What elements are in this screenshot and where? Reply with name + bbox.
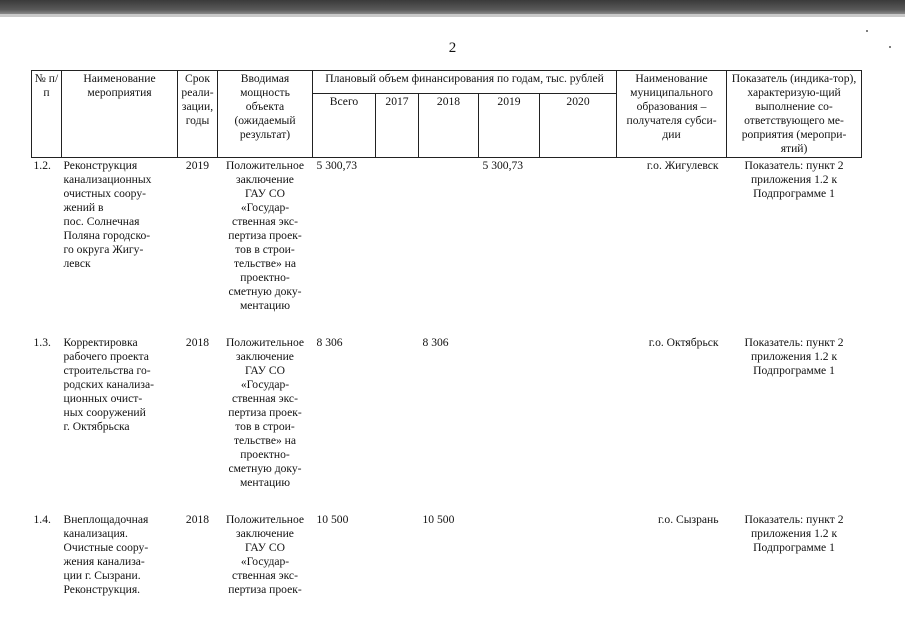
expected-result: Положительное заключение ГАУ СО «Государ- ственная экс- пертиза проек- тов в строи- тельстве» на проектно- сметную доку- ментацию [225,159,305,312]
header-row [32,71,862,94]
activity-name: Внеплощадочная канализация. Очистные соору- жения канализа- ции г. Сызрани. Реконструкция. [63,513,149,596]
scan-edge [0,0,905,14]
table-row [32,158,862,336]
recipient: г.о. Октябрьск [648,336,719,349]
table-row [32,512,862,604]
funding-2017 [376,512,419,604]
term-year: 2018 [185,336,210,349]
header-name: Наименование мероприятия [62,71,178,158]
header-term: Срок реали-зации, годы [178,71,218,158]
program-table [31,70,862,604]
header-funding: Плановый объем финансирования по годам, тыс. рублей [313,71,617,94]
funding-2020 [540,512,617,604]
recipient: г.о. Жигулевск [646,159,719,172]
row-number: 1.2. [33,159,51,172]
header-total: Всего [313,94,376,158]
page-number: 2 [448,40,457,56]
term-year: 2018 [185,513,210,526]
activity-name: Корректировка рабочего проекта строительства го- родских канализа- ционных очист- ных сооружений г. Октябрьска [63,336,154,433]
indicator: Показатель: пункт 2 приложения 1.2 к Подпрограмме 1 [744,159,844,200]
funding-2020 [540,158,617,336]
funding-2017 [376,335,419,512]
table-row [32,335,862,512]
header-recipient: Наименование муниципального образования – получателя субси-дии [617,71,727,158]
funding-2020 [540,335,617,512]
expected-result: Положительное заключение ГАУ СО «Государ- ственная экс- пертиза проек- [225,513,305,596]
funding-2018: 10 500 [422,513,455,526]
scan-speck [866,30,868,32]
indicator: Показатель: пункт 2 приложения 1.2 к Подпрограмме 1 [744,513,844,554]
recipient: г.о. Сызрань [658,513,719,526]
funding-total: 5 300,73 [316,159,358,172]
funding-total: 10 500 [316,513,349,526]
header-indicator: Показатель (индика-тор), характеризую-щий выполнение со-ответствующего ме-роприятия (меропри-ятий) [727,71,862,158]
funding-2018: 8 306 [422,336,449,349]
term-year: 2019 [185,159,210,172]
funding-2018 [419,158,479,336]
header-year-2017: 2017 [376,94,419,158]
funding-2019: 5 300,73 [482,159,524,172]
expected-result: Положительное заключение ГАУ СО «Государ- ственная экс- пертиза проек- тов в строи- тельстве» на проектно- сметную доку- ментацию [225,336,305,489]
indicator: Показатель: пункт 2 приложения 1.2 к Подпрограмме 1 [744,336,844,377]
funding-2019 [479,335,540,512]
funding-total: 8 306 [316,336,343,349]
funding-2019 [479,512,540,604]
header-year-2020: 2020 [540,94,617,158]
row-number: 1.3. [33,336,51,349]
header-year-2019: 2019 [479,94,540,158]
header-power: Вводимая мощность объекта (ожидаемый результат) [218,71,313,158]
header-num: № п/п [32,71,62,158]
row-number: 1.4. [33,513,51,526]
header-year-2018: 2018 [419,94,479,158]
funding-2017 [376,158,419,336]
activity-name: Реконструкция канализационных очистных соору- жений в пос. Солнечная Поляна городско- го округа Жигу- левск [63,159,152,270]
